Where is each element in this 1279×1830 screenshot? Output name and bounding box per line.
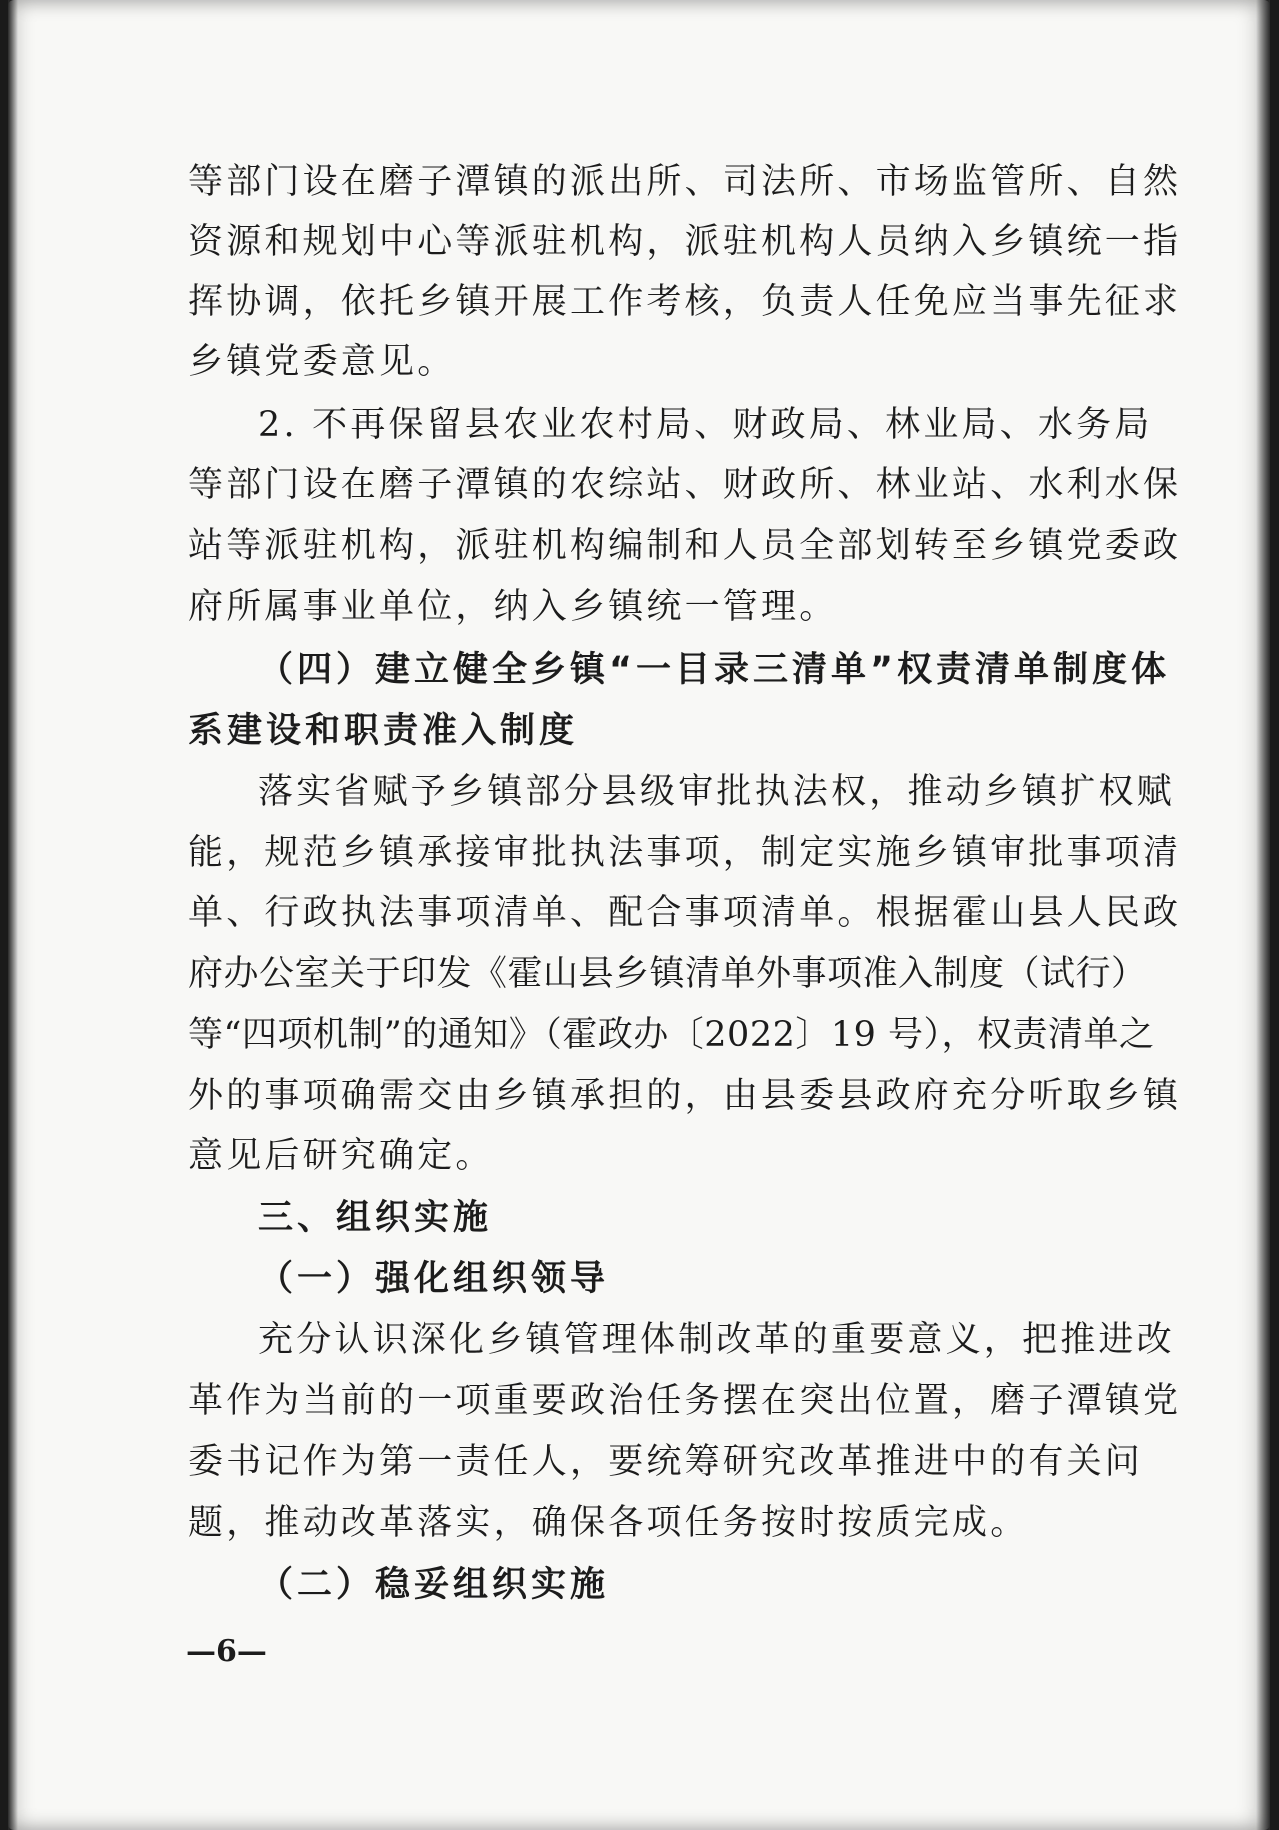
body-text-line: 能，规范乡镇承接审批执法事项，制定实施乡镇审批事项清 — [188, 833, 1182, 873]
section-heading: 系建设和职责准入制度 — [188, 711, 579, 751]
body-text-line: 等部门设在磨子潭镇的派出所、司法所、市场监管所、自然 — [188, 162, 1182, 202]
body-text-line: 落实省赋予乡镇部分县级审批执法权，推动乡镇扩权赋 — [258, 772, 1175, 812]
body-text-line: 府所属事业单位，纳入乡镇统一管理。 — [188, 587, 838, 627]
body-text-line: 意见后研究确定。 — [188, 1136, 494, 1176]
section-heading: （四）建立健全乡镇“一目录三清单”权责清单制度体 — [258, 650, 1171, 690]
body-text-line: 府办公室关于印发《霍山县乡镇清单外事项准入制度（试行） — [188, 954, 1147, 994]
subsection-heading: （二）稳妥组织实施 — [258, 1565, 610, 1605]
page-number: —6— — [186, 1634, 267, 1669]
page-shadow-right — [1256, 0, 1270, 1830]
body-text-line: 等部门设在磨子潭镇的农综站、财政所、林业站、水利水保 — [188, 465, 1182, 505]
body-text-line: 外的事项确需交由乡镇承担的，由县委县政府充分听取乡镇 — [188, 1076, 1182, 1116]
body-text-line: 资源和规划中心等派驻机构，派驻机构人员纳入乡镇统一指 — [188, 222, 1182, 262]
body-text-line: 题，推动改革落实，确保各项任务按时按质完成。 — [188, 1503, 1029, 1543]
body-text-line: 2. 不再保留县农业农村局、财政局、林业局、水务局 — [258, 405, 1153, 445]
body-text-line: 革作为当前的一项重要政治任务摆在突出位置，磨子潭镇党 — [188, 1381, 1182, 1421]
body-text-line: 委书记作为第一责任人，要统筹研究改革推进中的有关问 — [188, 1442, 1144, 1482]
body-text-line: 充分认识深化乡镇管理体制改革的重要意义，把推进改 — [258, 1320, 1175, 1360]
body-text-line: 乡镇党委意见。 — [188, 342, 456, 382]
chapter-heading: 三、组织实施 — [258, 1198, 493, 1238]
document-page — [8, 0, 1270, 1830]
subsection-heading: （一）强化组织领导 — [258, 1259, 610, 1299]
page-shadow-left — [8, 0, 18, 1830]
body-text-line: 站等派驻机构，派驻机构编制和人员全部划转至乡镇党委政 — [188, 526, 1182, 566]
body-text-line: 挥协调，依托乡镇开展工作考核，负责人任免应当事先征求 — [188, 282, 1182, 322]
body-text-line: 等“四项机制”的通知》（霍政办〔2022〕19 号），权责清单之 — [188, 1015, 1155, 1055]
body-text-line: 单、行政执法事项清单、配合事项清单。根据霍山县人民政 — [188, 893, 1182, 933]
